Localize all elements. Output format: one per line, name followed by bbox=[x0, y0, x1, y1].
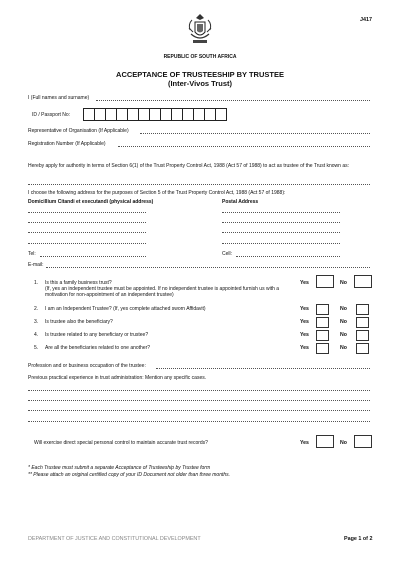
email-line[interactable] bbox=[46, 267, 370, 268]
email-label: E-mail: bbox=[28, 262, 44, 268]
yes-checkbox[interactable] bbox=[316, 330, 329, 341]
registration-label: Registration Number (If Applicable) bbox=[28, 141, 106, 147]
no-label: No bbox=[340, 440, 347, 446]
experience-line[interactable] bbox=[28, 390, 370, 391]
profession-line[interactable] bbox=[156, 368, 370, 369]
control-question: Will exercise direct special personal control to maintain accurate trust records? bbox=[34, 440, 208, 446]
postal-heading: Postal Address bbox=[222, 199, 259, 205]
no-checkbox[interactable] bbox=[356, 343, 369, 354]
profession-label: Profession and or business occupation of the trustee: bbox=[28, 363, 146, 369]
full-names-label: I (Full names and surname) bbox=[28, 95, 90, 101]
no-label: No bbox=[340, 280, 347, 286]
form-title: ACCEPTANCE OF TRUSTEESHIP BY TRUSTEE bbox=[116, 70, 284, 79]
cell-line[interactable] bbox=[236, 256, 340, 257]
yes-checkbox[interactable] bbox=[316, 343, 329, 354]
form-subtitle: (Inter-Vivos Trust) bbox=[167, 79, 233, 88]
postal-address-line[interactable] bbox=[222, 243, 340, 244]
yes-label: Yes bbox=[300, 280, 309, 286]
tel-line[interactable] bbox=[40, 256, 146, 257]
experience-line[interactable] bbox=[28, 421, 370, 422]
yes-checkbox[interactable] bbox=[316, 304, 329, 315]
tel-label: Tel: bbox=[28, 251, 36, 257]
yes-checkbox[interactable] bbox=[316, 275, 334, 288]
question-text: Is trustee also the beneficiary? bbox=[45, 319, 113, 325]
domicilium-heading: Domicillium Citandi et executandi (physical address) bbox=[28, 199, 154, 205]
question-number: 4. bbox=[34, 332, 39, 338]
no-checkbox[interactable] bbox=[356, 330, 369, 341]
question-number: 3. bbox=[34, 319, 39, 325]
footnote-1: * Each Trustee must submit a separate Acceptance of Trusteeship by Trustee form bbox=[28, 465, 211, 471]
apply-text: Hereby apply for authority in terms of Section 6(1) of the Trust Property Control Act, 1988 (Act 57 of 1988) to act as trustee of the Trust known as: bbox=[28, 163, 349, 169]
id-passport-label: ID / Passport No: bbox=[32, 112, 71, 118]
question-text: Is trustee related to any beneficiary or trustee? bbox=[45, 332, 149, 338]
representative-line[interactable] bbox=[140, 133, 370, 134]
cell-label: Cell: bbox=[222, 251, 233, 257]
no-checkbox[interactable] bbox=[354, 435, 372, 448]
yes-label: Yes bbox=[300, 440, 309, 446]
postal-address-line[interactable] bbox=[222, 222, 340, 223]
no-label: No bbox=[340, 345, 347, 351]
question-text: Is this a family business trust? bbox=[45, 280, 112, 286]
no-label: No bbox=[340, 319, 347, 325]
footer-department: DEPARTMENT OF JUSTICE AND CONSTITUTIONAL DEVELOPMENT bbox=[28, 536, 201, 542]
footnote-2: ** Please attach an original certified copy of your ID Document not older than three months. bbox=[28, 472, 231, 478]
full-names-line[interactable] bbox=[96, 100, 370, 101]
no-checkbox[interactable] bbox=[356, 317, 369, 328]
physical-address-line[interactable] bbox=[28, 243, 146, 244]
yes-label: Yes bbox=[300, 332, 309, 338]
question-text: Are all the beneficiaries related to one another? bbox=[45, 345, 151, 351]
address-choice-text: I choose the following address for the purposes of Section 5 of the Trust Property Control Act, 1988 (Act 57 of 1988): bbox=[28, 190, 286, 196]
question-subtext: (If, yes an independent trustee must be appointed. If no independent trustee is appointed furnish us with a motivation for non-appointment of an independent trustee) bbox=[45, 286, 280, 298]
experience-line[interactable] bbox=[28, 410, 370, 411]
yes-label: Yes bbox=[300, 306, 309, 312]
question-number: 1. bbox=[34, 280, 39, 286]
yes-checkbox[interactable] bbox=[316, 435, 334, 448]
form-code: J417 bbox=[360, 17, 372, 23]
trust-name-line[interactable] bbox=[28, 184, 370, 185]
no-checkbox[interactable] bbox=[354, 275, 372, 288]
yes-label: Yes bbox=[300, 319, 309, 325]
question-text: I am an Independent Trustee? (If, yes complete attached sworn Affidavit) bbox=[45, 306, 206, 312]
yes-checkbox[interactable] bbox=[316, 317, 329, 328]
experience-line[interactable] bbox=[28, 400, 370, 401]
page-number: Page 1 of 2 bbox=[344, 536, 373, 542]
physical-address-line[interactable] bbox=[28, 222, 146, 223]
postal-address-line[interactable] bbox=[222, 232, 340, 233]
registration-line[interactable] bbox=[118, 146, 370, 147]
physical-address-line[interactable] bbox=[28, 232, 146, 233]
yes-label: Yes bbox=[300, 345, 309, 351]
experience-label: Previous practical experience in trust administration: Mention any specific cases. bbox=[28, 375, 207, 381]
no-label: No bbox=[340, 332, 347, 338]
country-name: REPUBLIC OF SOUTH AFRICA bbox=[163, 54, 237, 60]
physical-address-line[interactable] bbox=[28, 212, 146, 213]
question-number: 2. bbox=[34, 306, 39, 312]
representative-label: Representative of Organisation (If Applicable) bbox=[28, 128, 129, 134]
coat-of-arms-icon bbox=[186, 12, 214, 48]
no-checkbox[interactable] bbox=[356, 304, 369, 315]
question-number: 5. bbox=[34, 345, 39, 351]
postal-address-line[interactable] bbox=[222, 212, 340, 213]
no-label: No bbox=[340, 306, 347, 312]
id-number-boxes[interactable] bbox=[83, 108, 227, 121]
